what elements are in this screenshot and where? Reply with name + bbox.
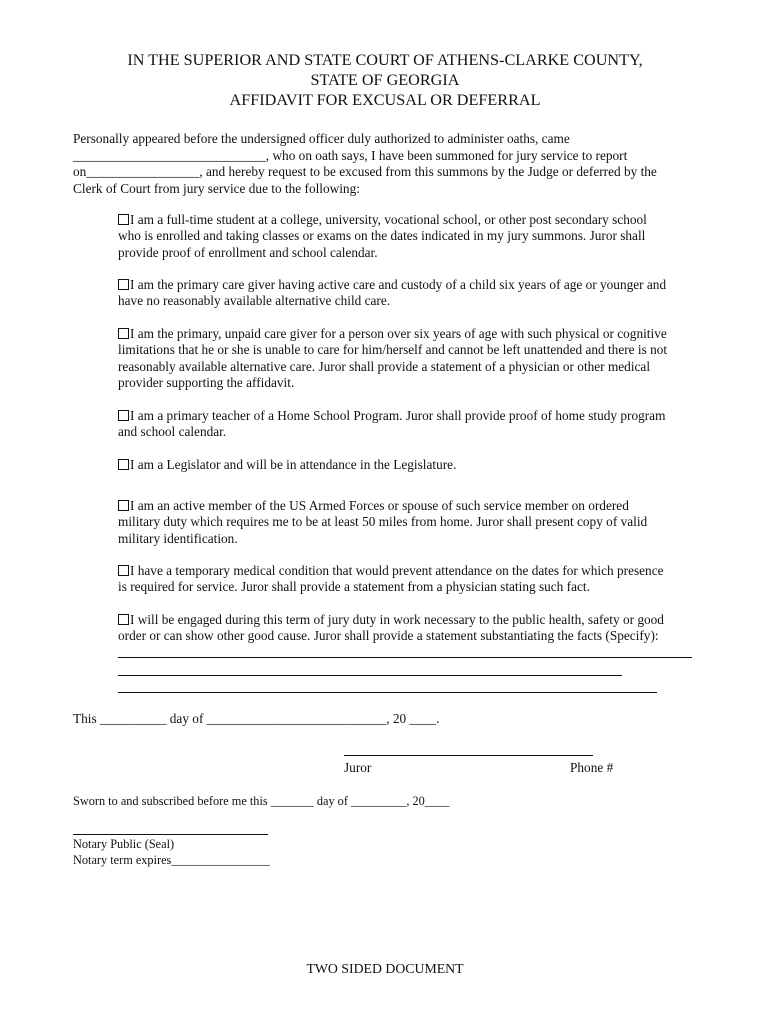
form-title: AFFIDAVIT FOR EXCUSAL OR DEFERRAL xyxy=(229,91,541,109)
sworn-line[interactable]: Sworn to and subscribed before me this _______ day of _________, 20____ xyxy=(73,794,450,808)
child-care-checkbox[interactable] xyxy=(118,279,129,290)
reason-student xyxy=(118,212,698,261)
item-text: military duty which requires me to be at least 50 miles from home. Juror shall present copy of valid xyxy=(118,514,648,530)
home-school-checkbox[interactable] xyxy=(118,410,129,421)
reason-care-giver xyxy=(118,326,698,392)
reason-armed-forces xyxy=(118,498,698,547)
phone-label: Phone # xyxy=(570,760,614,775)
legislator-checkbox[interactable] xyxy=(118,459,129,470)
armed-forces-checkbox[interactable] xyxy=(118,500,129,511)
item-text: I am a primary teacher of a Home School Program. Juror shall provide proof of home study program xyxy=(130,408,666,423)
reason-good-cause xyxy=(118,612,698,645)
document-header xyxy=(0,50,770,110)
specify-line[interactable] xyxy=(118,657,692,658)
notary-signature-line[interactable] xyxy=(73,834,268,835)
item-text: who is enrolled and taking classes or exams on the dates indicated in my jury summons. Juror shall xyxy=(118,228,646,244)
item-text: military identification. xyxy=(118,530,238,546)
item-text: provide proof of enrollment and school calendar. xyxy=(118,244,378,260)
item-text: limitations that he or she is unable to care for him/herself and cannot be left unattended and there is not xyxy=(118,342,668,358)
item-text: I am a Legislator and will be in attendance in the Legislature. xyxy=(130,457,457,472)
juror-signature-line[interactable] xyxy=(344,755,593,756)
item-text: I am a full-time student at a college, university, vocational school, or other post secondary school xyxy=(130,212,647,227)
date-line[interactable]: This __________ day of ___________________________, 20 ____. xyxy=(73,711,440,726)
item-text: I am the primary care giver having active care and custody of a child six years of age or younger and xyxy=(130,277,667,292)
court-title: IN THE SUPERIOR AND STATE COURT OF ATHENS-CLARKE COUNTY, xyxy=(127,51,643,69)
item-text: have no reasonably available alternative child care. xyxy=(118,293,391,309)
reason-medical xyxy=(118,563,698,596)
item-text: I will be engaged during this term of jury duty in work necessary to the public health, safety or good xyxy=(130,612,664,627)
juror-label: Juror xyxy=(344,760,372,775)
care-giver-checkbox[interactable] xyxy=(118,328,129,339)
item-text: is required for service. Juror shall provide a statement from a physician stating such fact. xyxy=(118,579,590,595)
specify-line[interactable] xyxy=(118,675,622,676)
good-cause-checkbox[interactable] xyxy=(118,614,129,625)
item-text: reasonably available alternative care. Juror shall provide a statement of a physician or other medical xyxy=(118,358,651,374)
item-text: and school calendar. xyxy=(118,424,227,440)
notary-public-label: Notary Public (Seal) xyxy=(73,837,175,851)
item-text: provider supporting the affidavit. xyxy=(118,375,295,391)
item-text: order or can show other good cause. Juror shall provide a statement substantiating the facts (Specify): xyxy=(118,628,659,644)
reason-home-school xyxy=(118,408,698,441)
intro-line: Personally appeared before the undersigned officer duly authorized to administer oaths, came xyxy=(73,131,570,146)
item-text: I have a temporary medical condition that would prevent attendance on the dates for which presence xyxy=(130,563,664,578)
item-text: I am an active member of the US Armed Forces or spouse of such service member on ordered xyxy=(130,498,629,513)
item-text: I am the primary, unpaid care giver for a person over six years of age with such physical or cognitive xyxy=(130,326,667,341)
juror-name-field[interactable]: _____________________________, who on oath says, I have been summoned for jury service to report xyxy=(73,147,628,163)
intro-paragraph xyxy=(73,131,693,197)
medical-checkbox[interactable] xyxy=(118,565,129,576)
student-checkbox[interactable] xyxy=(118,214,129,225)
report-date-field[interactable]: on_________________, and hereby request to be excused from this summons by the Judge or deferred by the xyxy=(73,164,657,180)
intro-line: Clerk of Court from jury service due to the following: xyxy=(73,180,360,196)
state-title: STATE OF GEORGIA xyxy=(310,71,460,89)
footer-note: TWO SIDED DOCUMENT xyxy=(306,961,464,976)
specify-line[interactable] xyxy=(118,692,657,693)
reason-legislator xyxy=(118,457,698,473)
reason-child-care xyxy=(118,277,698,310)
notary-term-field[interactable]: Notary term expires________________ xyxy=(73,853,270,867)
